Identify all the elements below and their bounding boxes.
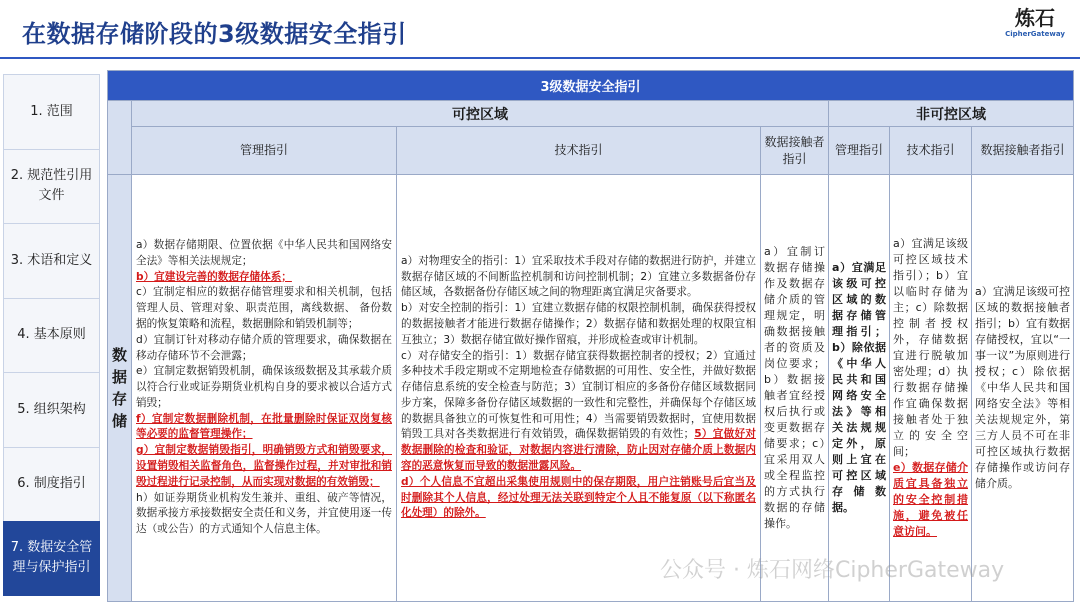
page-title: 在数据存储阶段的3级数据安全指引	[22, 20, 407, 48]
mgmt-item-g: g）宜制定数据销毁指引，明确销毁方式和销毁要求，设置销毁相关监督角色，监督操作过程，并对审批和销毁过程进行记录控制，从而实现对数据的有效销毁；	[136, 444, 392, 488]
section-nav	[3, 74, 100, 596]
mgmt-item-b: b）宜建设完善的数据存储体系；	[136, 270, 292, 283]
nav-item-policy-guidance[interactable]: 6. 制度指引	[3, 447, 100, 522]
watermark: 公众号 · 炼石网络CipherGateway	[660, 558, 1005, 583]
uncontrollable-region-header: 非可控区域	[829, 101, 1074, 127]
col-header-nc-mgmt: 管理指引	[829, 127, 890, 175]
tech-item-b: b）对安全控制的指引：1）宜建立数据存储的权限控制机制，确保获得授权的数据接触者才能进行数据存储操作；2）数据存储和数据处理的权限宜相互独立；3）数据存储宜做好操作留痕，并形成检查或审计机制。	[401, 302, 756, 346]
nav-item-data-security-management[interactable]: 7. 数据安全管理与保护指引	[3, 521, 100, 596]
nav-item-terms-definitions[interactable]: 3. 术语和定义	[3, 223, 100, 298]
stage-label-text: 数据存储	[111, 346, 127, 430]
tech-item-c: c）对存储安全的指引：1）数据存储宜获得数据控制者的授权；2）宜通过多种技术手段定期或不定期地检查存储数据的可用性、安全性，并做好数据存储信息系统的安全检查与防范；3）宜制订相应的多备份存储区域数据同步方案，保障多备份存储区域数据的一致性和完整性，并确保每个存储区域的数据具备独立的可恢复性和可用性；4）当需要销毁数据时，宜使用数据销毁工具对各类数据进行有效销毁，确保数据销毁的有效性；	[401, 349, 756, 441]
nav-item-scope[interactable]: 1. 范围	[3, 74, 100, 149]
company-logo	[1000, 6, 1070, 39]
controllable-region-header: 可控区域	[132, 101, 829, 127]
mgmt-item-c: c）宜制定相应的数据存储管理要求和相关机制，包括管理人员、管理对象、职责范围，离线数据、 备份数据的恢复策略和流程，数据删除和销毁机制等；	[136, 286, 392, 330]
tech-item-a: a）对物理安全的指引：1）宜采取技术手段对存储的数据进行防护，并建立数据存储区域的不间断监控机制和访问控制机制；2）宜建立多数据备份存储区域，各数据备份存储区域之间的物理距离宜满足灾备要求。	[401, 254, 756, 299]
table-title: 3级数据安全指引	[108, 71, 1074, 101]
tech-item-d: d）个人信息不宜超出采集使用规则中的保存期限，用户注销账号后宜当及时删除其个人信息，经过处理无法关联到特定个人且不能复原（以下称匿名化处理）的除外。	[401, 475, 756, 520]
mgmt-item-a: a）数据存储期限、位置依据《中华人民共和国网络安全法》等相关法规规定；	[136, 238, 392, 267]
mgmt-item-d: d）宜制订针对移动存储介质的管理要求，确保数据在移动存储环节不会泄露；	[136, 333, 392, 362]
col-header-tech: 技术指引	[397, 127, 761, 175]
tech-item-c5: 5）宜做好对数据删除的检查和验证，对数据内容进行清除，防止因对存储介质上数据内容的恶意恢复而导致的数据泄露风险。	[401, 428, 756, 473]
col-header-nc-tech: 技术指引	[890, 127, 972, 175]
nav-item-normative-references[interactable]: 2. 规范性引用文件	[3, 149, 100, 224]
mgmt-item-e: e）宜制定数据销毁机制，确保该级数据及其承载介质以符合行业或证券期货业机构自身的要求被以合适方式销毁；	[136, 365, 392, 409]
title-divider	[0, 57, 1080, 59]
accessor-guidance-cell: a）宜制订数据存储操作及数据存储介质的管理规定，明确数据接触者的资质及岗位要求；b）数据接触者宜经授权后执行或变更数据存储要求；c）宜采用双人或全程监控的方式执行数据的存储操作。	[761, 175, 829, 602]
nc-tech-guidance-cell	[890, 175, 972, 602]
header-corner	[108, 101, 132, 175]
col-header-accessor: 数据接触者指引	[761, 127, 829, 175]
stage-label	[108, 175, 132, 602]
mgmt-item-h: h）如证券期货业机构发生兼并、重组、破产等情况，数据承接方承接数据安全责任和义务，并宜使用逐一传达（或公告）的方式通知个人信息主体。	[136, 491, 392, 536]
tech-guidance-cell	[397, 175, 761, 602]
mgmt-guidance-cell	[132, 175, 397, 602]
nc-tech-item-e: e）数据存储介质宜具备独立的安全控制措施，避免被任意访问。	[893, 461, 968, 538]
logo-text: 炼石	[1015, 6, 1055, 30]
col-header-nc-accessor: 数据接触者指引	[972, 127, 1074, 175]
nav-item-organization[interactable]: 5. 组织架构	[3, 372, 100, 447]
mgmt-item-f: f）宜制定数据删除机制，在批量删除时保证双岗复核等必要的监督管理操作；	[136, 412, 392, 441]
guidance-table	[107, 70, 1073, 602]
nc-accessor-guidance-cell: a）宜满足该级可控区域的数据接触者指引；b）宜有数据存储授权，宜以“一事一议”为原则进行授权；c）除依据《中华人民共和国网络安全法》等相关法规规定外，第三方人员不可在非可控区域执行数据存储操作或访问存储介质。	[972, 175, 1074, 602]
logo-subtext: CipherGateway	[1005, 30, 1065, 38]
nc-tech-items: a）宜满足该级可控区域技术指引）；b）宜以临时存储为主；c）除数据控制者授权外，存储数据宜进行脱敏加密处理；d）执行数据存储操作宜确保数据接触者处于独立的安全空间；	[893, 237, 968, 458]
nav-item-basic-principles[interactable]: 4. 基本原则	[3, 298, 100, 373]
nc-mgmt-guidance-cell: a）宜满足该级可控区域的数据存储管理指引；b）除依据《中华人民共和国网络安全法》等相关法规规定外，原则上宜在可控区域存储数据。	[829, 175, 890, 602]
col-header-mgmt: 管理指引	[132, 127, 397, 175]
